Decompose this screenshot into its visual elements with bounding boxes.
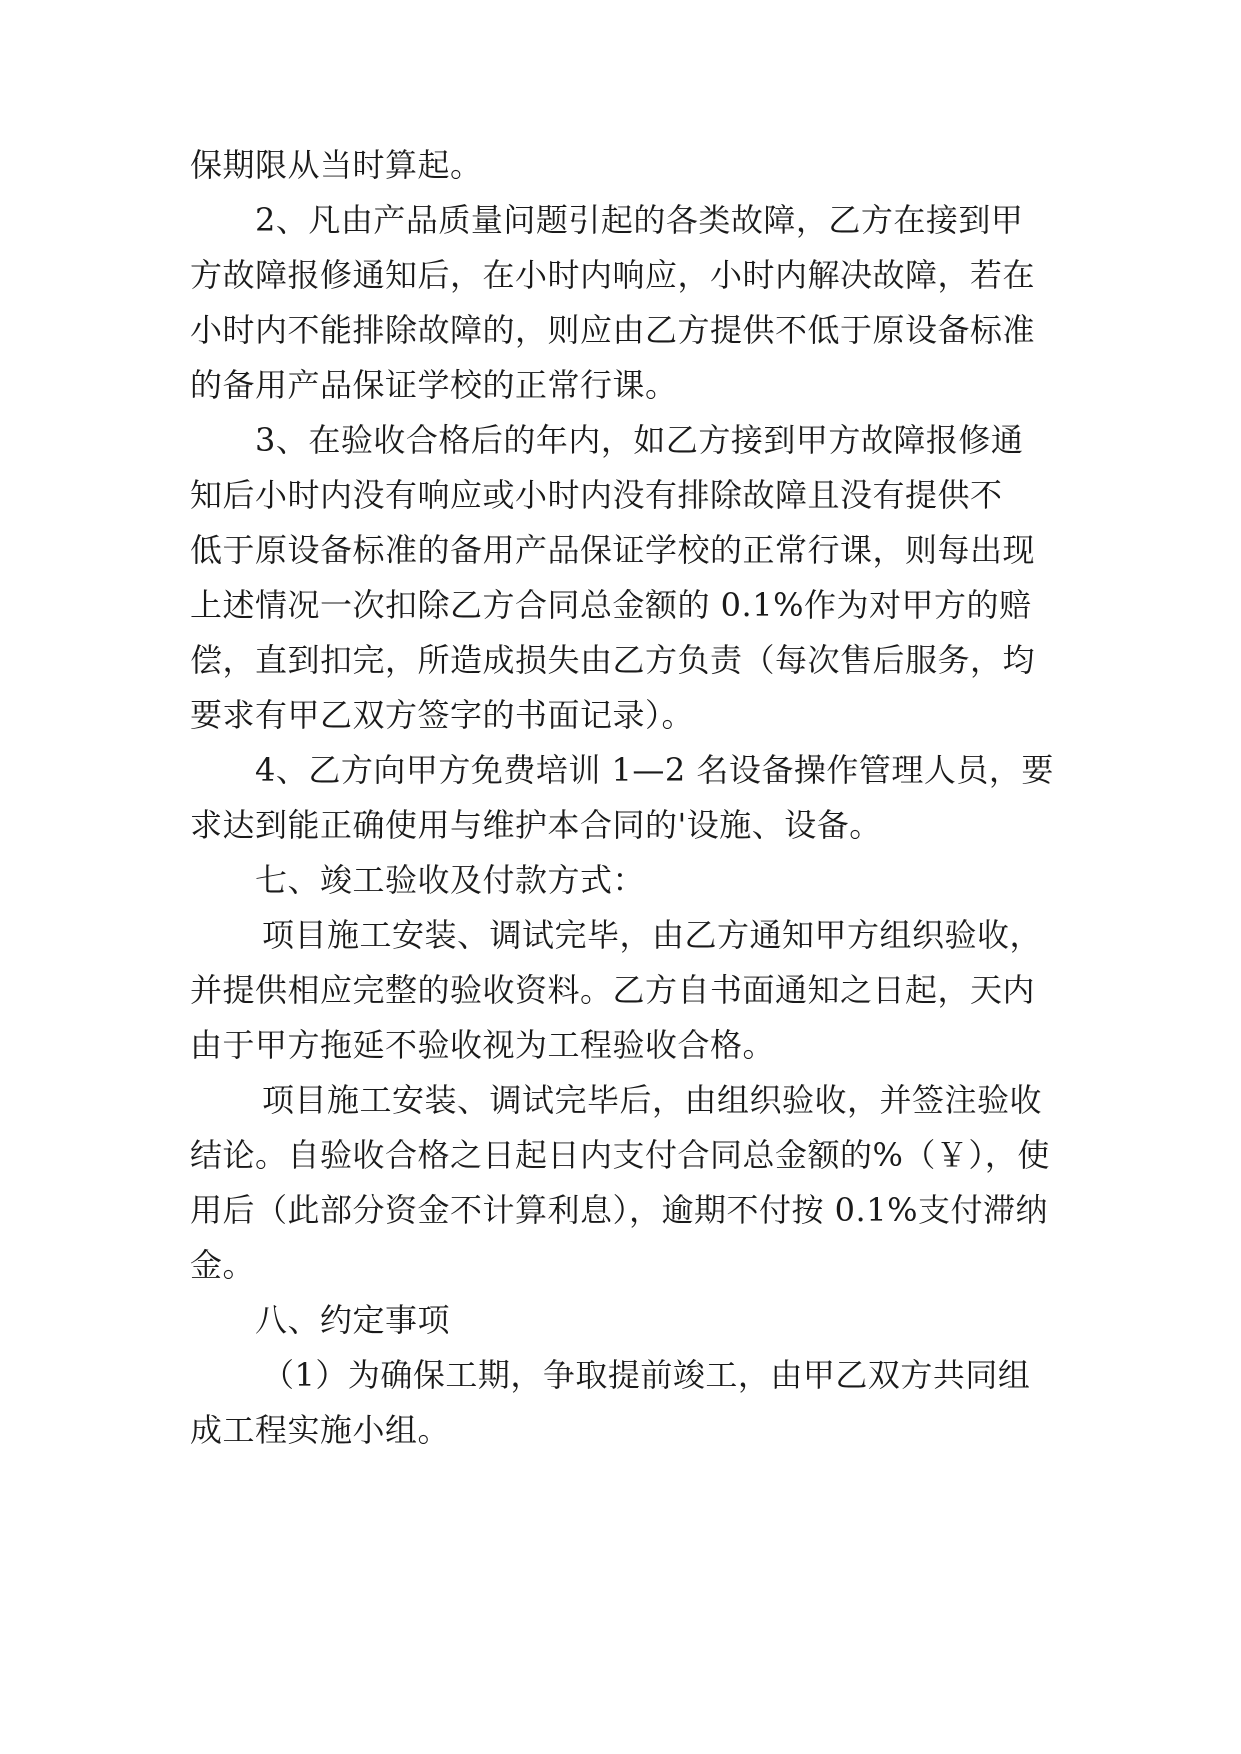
text-line: 4、乙方向甲方免费培训 1—2 名设备操作管理人员，要 [255, 751, 1054, 789]
text-line: 方故障报修通知后，在小时内响应，小时内解决故障，若在 [190, 256, 1036, 294]
text-line: 知后小时内没有响应或小时内没有排除故障且没有提供不 [190, 476, 1003, 514]
text-line: 结论。自验收合格之日起日内支付合同总金额的%（￥），使 [190, 1136, 1050, 1174]
text-line: 金。 [190, 1246, 256, 1284]
text-line: 低于原设备标准的备用产品保证学校的正常行课，则每出现 [190, 531, 1036, 569]
text-line: 求达到能正确使用与维护本合同的'设施、设备。 [190, 806, 882, 844]
text-line: 小时内不能排除故障的，则应由乙方提供不低于原设备标准 [190, 311, 1036, 349]
text-line: 由于甲方拖延不验收视为工程验收合格。 [190, 1026, 776, 1064]
text-line: 上述情况一次扣除乙方合同总金额的 0.1%作为对甲方的赔 [190, 586, 1032, 624]
text-line: 2、凡由产品质量问题引起的各类故障，乙方在接到甲 [255, 201, 1024, 239]
text-line: 用后（此部分资金不计算利息），逾期不付按 0.1%支付滞纳 [190, 1191, 1048, 1229]
text-line: 要求有甲乙双方签字的书面记录）。 [190, 696, 695, 734]
section-heading: 七、竣工验收及付款方式： [255, 861, 646, 899]
text-line: （1）为确保工期，争取提前竣工，由甲乙双方共同组 [262, 1356, 1031, 1394]
text-line: 并提供相应完整的验收资料。乙方自书面通知之日起，天内 [190, 971, 1036, 1009]
text-line: 项目施工安装、调试完毕，由乙方通知甲方组织验收， [262, 916, 1043, 954]
text-line: 项目施工安装、调试完毕后，由组织验收，并签注验收 [262, 1081, 1043, 1119]
text-line: 偿，直到扣完，所造成损失由乙方负责（每次售后服务，均 [190, 641, 1036, 679]
text-line: 保期限从当时算起。 [190, 146, 483, 184]
section-heading: 八、约定事项 [255, 1301, 451, 1339]
text-line: 3、在验收合格后的年内，如乙方接到甲方故障报修通 [255, 421, 1024, 459]
text-line: 成工程实施小组。 [190, 1411, 451, 1449]
text-line: 的备用产品保证学校的正常行课。 [190, 366, 678, 404]
